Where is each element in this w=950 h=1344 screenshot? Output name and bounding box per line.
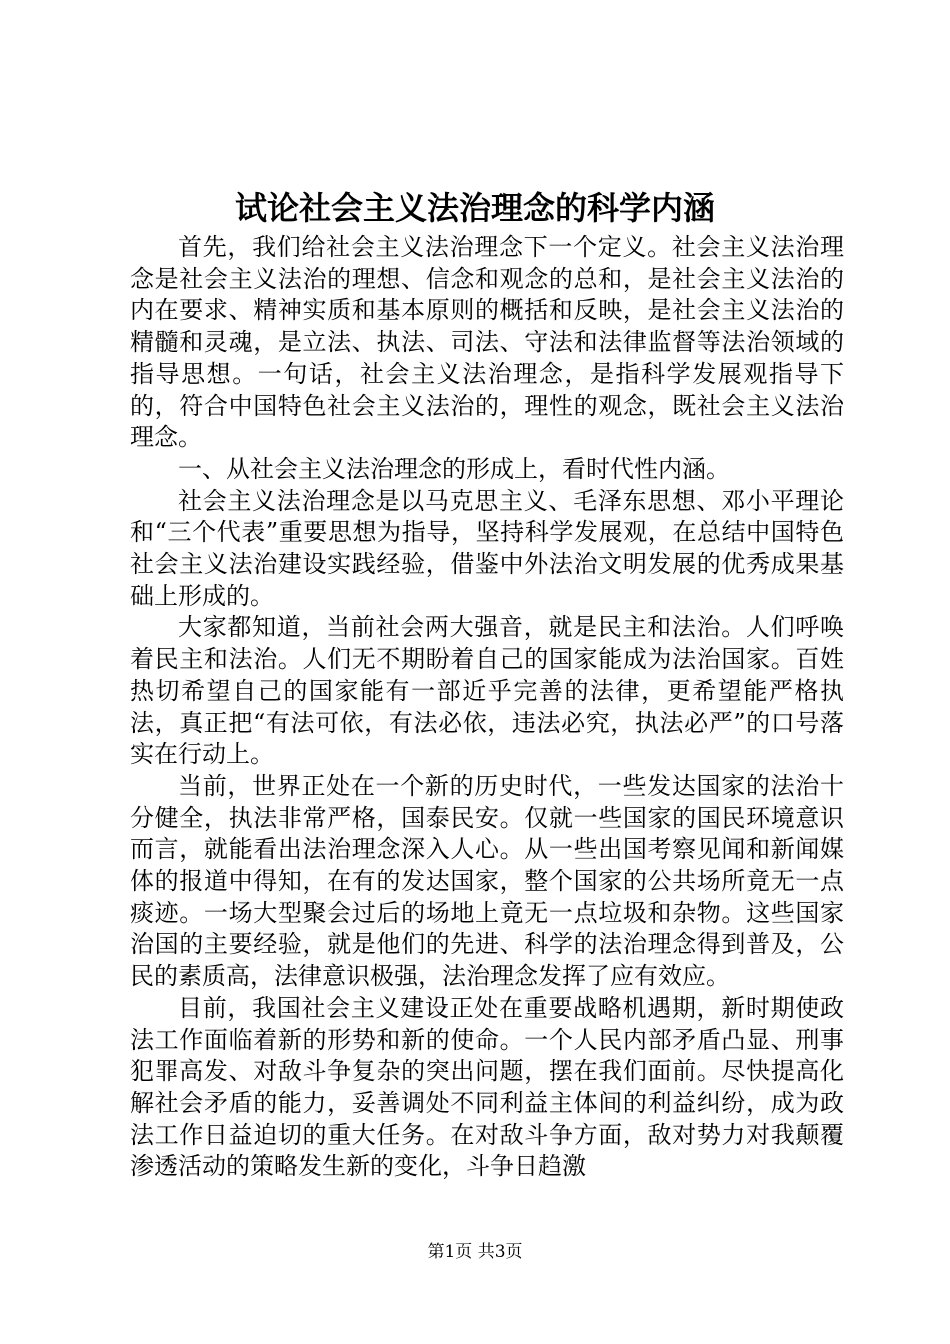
paragraph: 首先，我们给社会主义法治理念下一个定义。社会主义法治理念是社会主义法治的理想、信念和观念的总和，是社会主义法治的内在要求、精神实质和基本原则的概括和反映，是社会主义法治的精髓和灵魂，是立法、执法、司法、守法和法律监督等法治领域的指导思想。一句话，社会主义法治理念，是指科学发展观指导下的，符合中国特色社会主义法治的，理性的观念，既社会主义法治理念。 [130,233,844,452]
paragraph: 目前，我国社会主义建设正处在重要战略机遇期，新时期使政法工作面临着新的形势和新的使命。一个人民内部矛盾凸显、刑事犯罪高发、对敌斗争复杂的突出问题，摆在我们面前。尽快提高化解社会矛盾的能力，妥善调处不同利益主体间的利益纠纷，成为政法工作日益迫切的重大任务。在对敌斗争方面，敌对势力对我颠覆渗透活动的策略发生新的变化，斗争日趋激 [130,993,844,1181]
section-heading: 一、从社会主义法治理念的形成上，看时代性内涵。 [178,454,730,483]
document-title: 试论社会主义法治理念的科学内涵 [234,189,715,227]
paragraph: 大家都知道，当前社会两大强音，就是民主和法治。人们呼唤着民主和法治。人们无不期盼着自己的国家能成为法治国家。百姓热切希望自己的国家能有一部近乎完善的法律，更希望能严格执法，真正把“有法可依，有法必依，违法必究，执法必严”的口号落实在行动上。 [130,613,844,769]
page-footer: 第1页 共3页 [427,1242,523,1262]
document-body [130,232,844,1183]
paragraph: 当前，世界正处在一个新的历史时代，一些发达国家的法治十分健全，执法非常严格，国泰民安。仅就一些国家的国民环境意识而言，就能看出法治理念深入人心。从一些出国考察见闻和新闻媒体的报道中得知，在有的发达国家，整个国家的公共场所竟无一点痰迹。一场大型聚会过后的场地上竟无一点垃圾和杂物。这些国家治国的主要经验，就是他们的先进、科学的法治理念得到普及，公民的素质高，法律意识极强，法治理念发挥了应有效应。 [130,771,844,991]
paragraph: 社会主义法治理念是以马克思主义、毛泽东思想、邓小平理论和“三个代表”重要思想为指导，坚持科学发展观，在总结中国特色社会主义法治建设实践经验，借鉴中外法治文明发展的优秀成果基础上形成的。 [130,486,844,610]
